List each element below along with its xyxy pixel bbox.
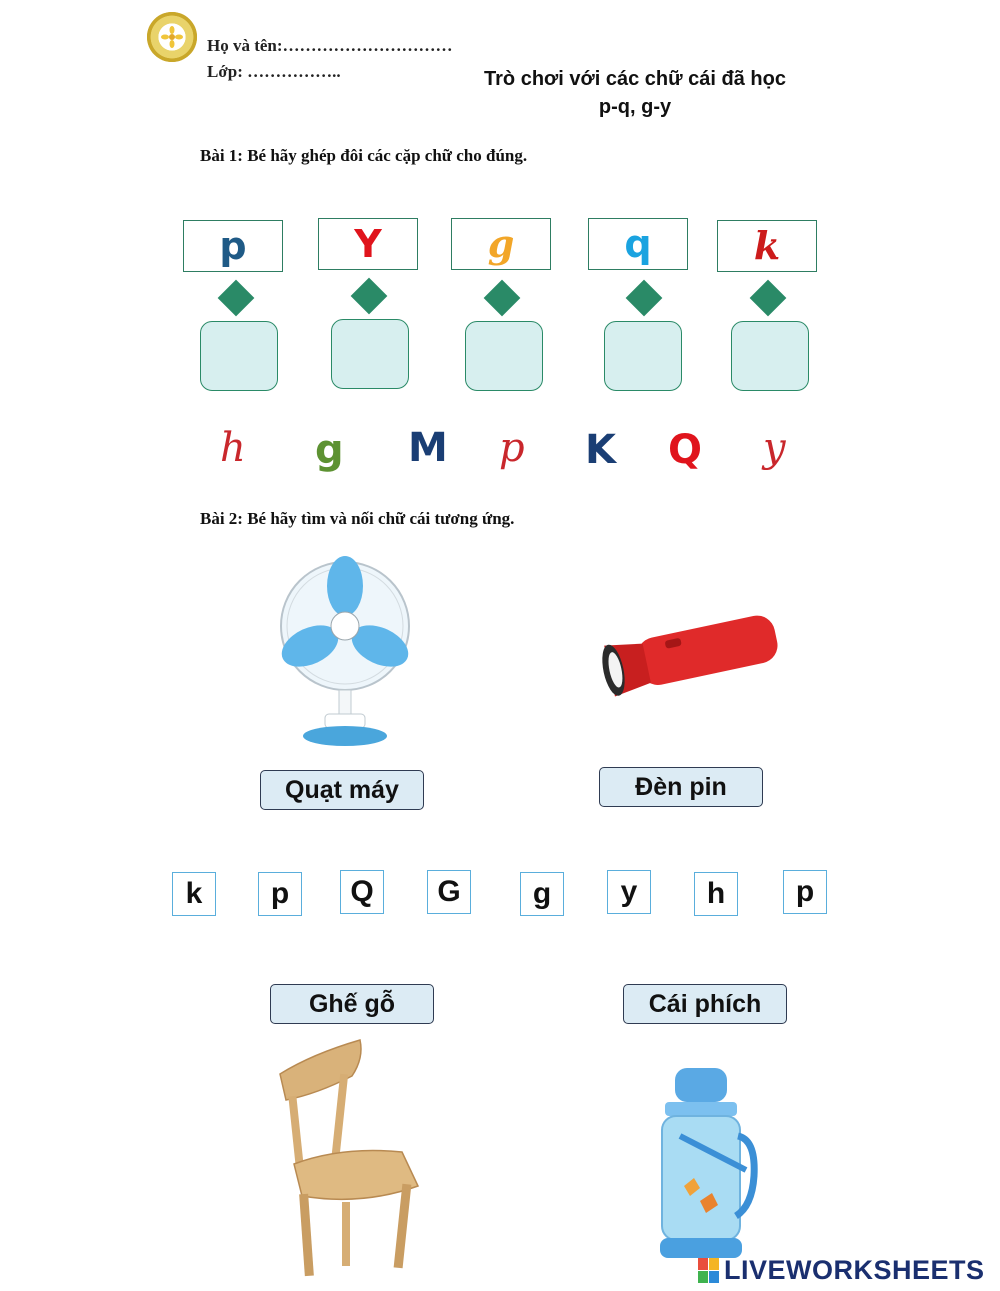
label-cai-phich: Cái phích: [623, 984, 787, 1024]
pair-top-letter: Y: [354, 222, 382, 266]
pair-top-box-3: [451, 218, 551, 270]
worksheet-subtitle: p-q, g-y: [598, 96, 672, 118]
pair-top-box-4: [588, 218, 688, 270]
label-ghe-go: Ghế gỗ: [270, 984, 434, 1024]
wooden-chair-image: [272, 1036, 432, 1281]
connector-diamond: [750, 280, 787, 317]
pair-top-letter: k: [753, 223, 781, 268]
pair-top-letter: p: [219, 224, 247, 268]
flashlight-image: [598, 600, 783, 710]
draggable-letter-4[interactable]: p: [499, 425, 525, 471]
draggable-letter-7[interactable]: y: [763, 425, 786, 471]
draggable-letter-1[interactable]: h: [220, 425, 246, 471]
letter-box-4[interactable]: G: [427, 870, 471, 914]
letter-box-7[interactable]: h: [694, 872, 738, 916]
connector-diamond: [626, 280, 663, 317]
letter-box-8[interactable]: p: [783, 870, 827, 914]
answer-drop-zone-2[interactable]: [331, 319, 409, 389]
connector-diamond: [218, 280, 255, 317]
school-logo: [147, 12, 197, 62]
answer-drop-zone-1[interactable]: [200, 321, 278, 391]
exercise2-instruction: Bài 2: Bé hãy tìm và nối chữ cái tương ứng.: [200, 509, 515, 528]
class-field-label: Lớp: ……………..: [207, 62, 341, 81]
letter-box-6[interactable]: y: [607, 870, 651, 914]
letter-box-3[interactable]: Q: [340, 870, 384, 914]
label-quat-may: Quạt máy: [260, 770, 424, 810]
flower-icon: [160, 25, 184, 49]
connector-diamond: [484, 280, 521, 317]
pair-top-box-1: [183, 220, 283, 272]
worksheet-title: Trò chơi với các chữ cái đã học: [484, 68, 786, 90]
letter-box-5[interactable]: g: [520, 872, 564, 916]
answer-drop-zone-5[interactable]: [731, 321, 809, 391]
draggable-letter-5[interactable]: K: [585, 427, 616, 473]
label-den-pin: Đèn pin: [599, 767, 763, 807]
name-field-label: Họ và tên:…………………………: [207, 36, 453, 55]
draggable-letter-2[interactable]: g: [315, 427, 344, 473]
thermos-flask-image: [650, 1066, 760, 1262]
connector-diamond: [351, 278, 388, 315]
pair-top-letter: q: [624, 222, 652, 266]
pair-top-letter: g: [487, 221, 515, 266]
letter-box-1[interactable]: k: [172, 872, 216, 916]
pair-top-box-5: [717, 220, 817, 272]
answer-drop-zone-3[interactable]: [465, 321, 543, 391]
liveworksheets-logo-icon: [698, 1258, 720, 1284]
draggable-letter-3[interactable]: M: [408, 425, 448, 471]
draggable-letter-6[interactable]: Q: [668, 427, 703, 473]
letter-box-2[interactable]: p: [258, 872, 302, 916]
electric-fan-image: [270, 556, 420, 751]
liveworksheets-brand: LIVEWORKSHEETS: [724, 1255, 985, 1285]
pair-top-box-2: [318, 218, 418, 270]
answer-drop-zone-4[interactable]: [604, 321, 682, 391]
exercise1-instruction: Bài 1: Bé hãy ghép đôi các cặp chữ cho đúng.: [200, 146, 528, 165]
